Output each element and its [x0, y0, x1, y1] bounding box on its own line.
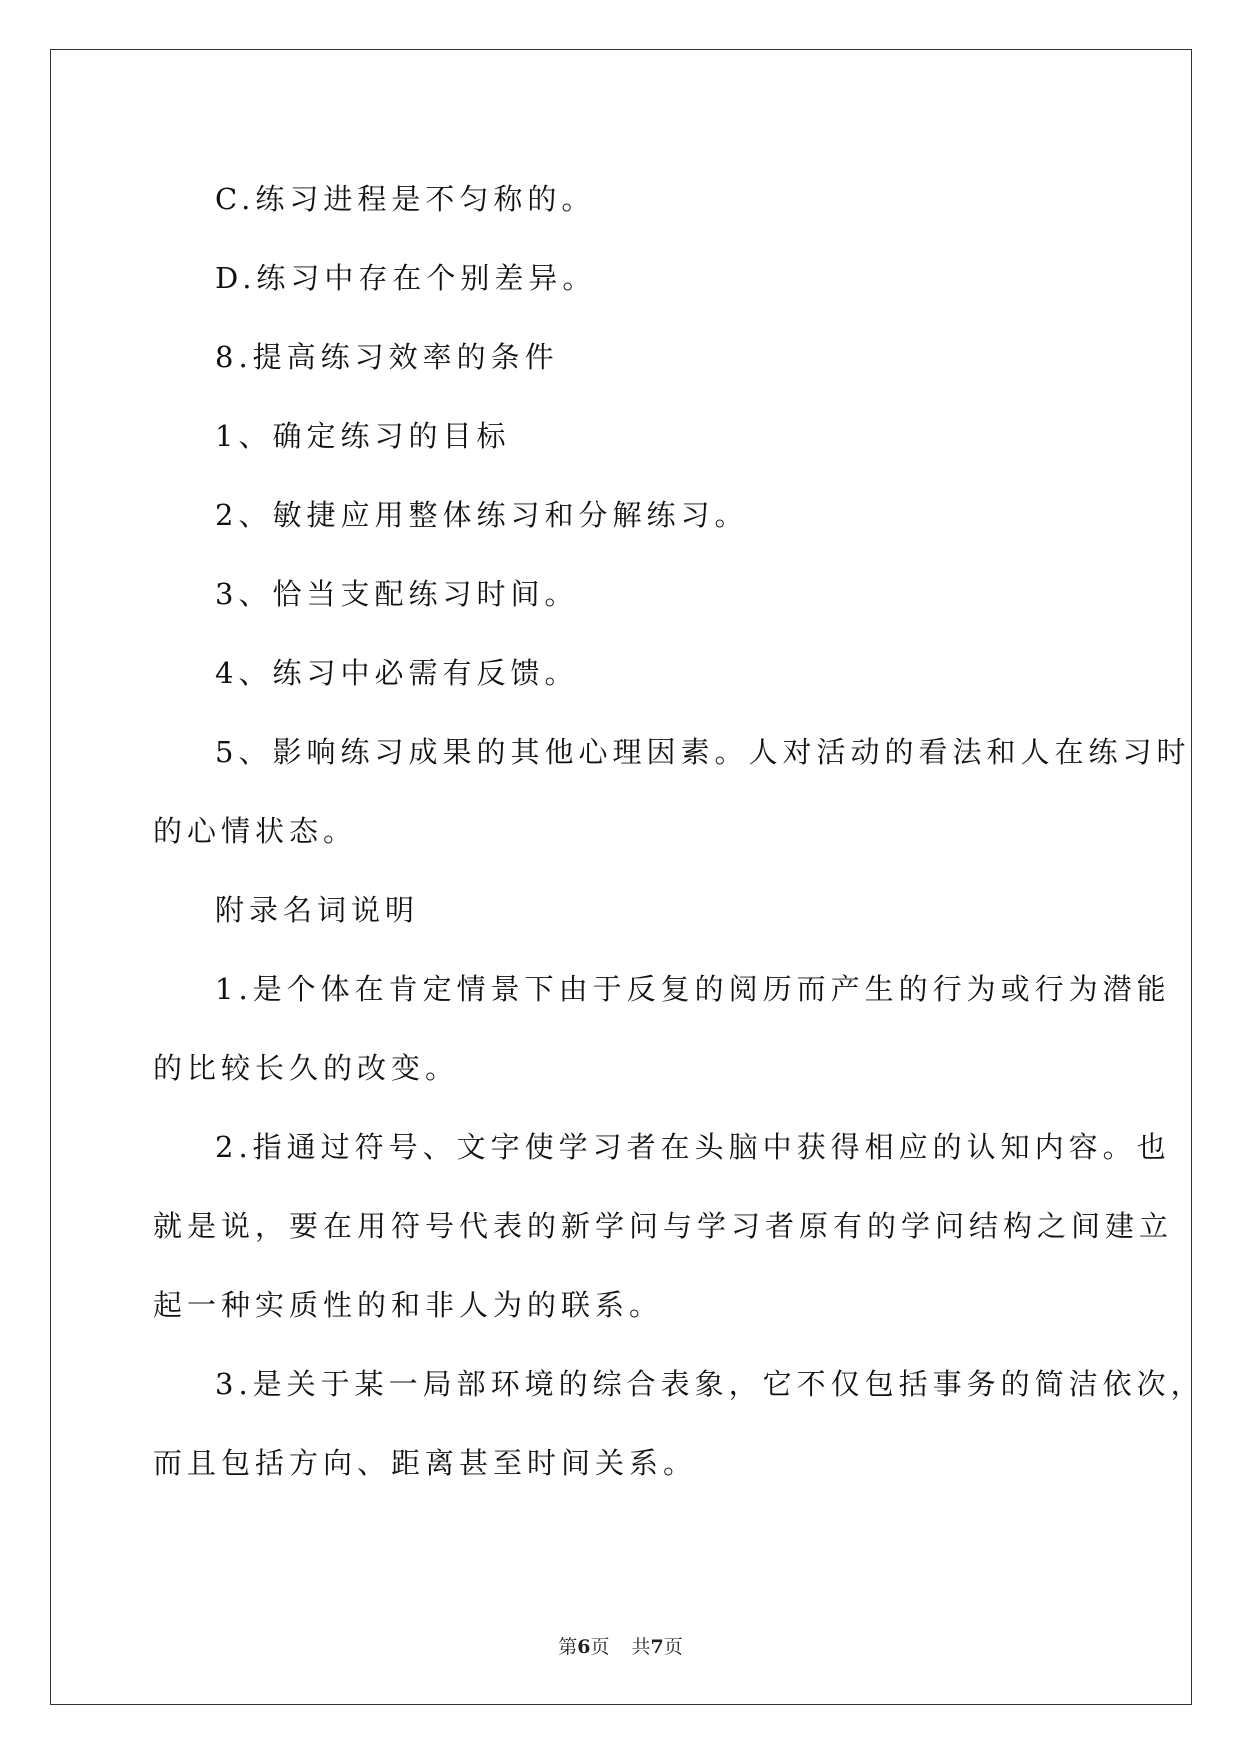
text-line: 8.提高练习效率的条件 — [215, 340, 559, 374]
total-prefix: 共 — [631, 1636, 651, 1658]
paragraph — [153, 555, 1093, 634]
total-page-number: 7 — [650, 1636, 664, 1658]
page-suffix: 页 — [590, 1636, 610, 1658]
section-heading: 附录名词说明 — [215, 893, 420, 927]
text-line: 5、影响练习成果的其他心理因素。人对活动的看法和人在练习时 — [215, 735, 1191, 769]
paragraph — [153, 871, 1093, 950]
page-footer — [0, 1632, 1241, 1659]
text-line: 的心情状态。 — [153, 814, 358, 848]
paragraph — [153, 397, 1093, 476]
paragraph — [153, 1345, 1205, 1503]
text-line: D.练习中存在个别差异。 — [215, 261, 597, 295]
text-line: C.练习进程是不匀称的。 — [215, 182, 596, 216]
paragraph — [153, 713, 1191, 871]
paragraph — [153, 950, 1171, 1108]
text-line: 1.是个体在肯定情景下由于反复的阅历而产生的行为或行为潜能 — [215, 972, 1171, 1006]
text-line: 3.是关于某一局部环境的综合表象，它不仅包括事务的简洁依次， — [215, 1367, 1205, 1401]
text-line: 4、练习中必需有反馈。 — [215, 656, 579, 690]
paragraph — [153, 634, 1093, 713]
paragraph — [153, 239, 1093, 318]
text-line: 起一种实质性的和非人为的联系。 — [153, 1288, 664, 1322]
paragraph — [153, 1108, 1174, 1345]
current-page-number: 6 — [577, 1636, 591, 1658]
total-suffix: 页 — [663, 1636, 683, 1658]
text-line: 而且包括方向、距离甚至时间关系。 — [153, 1446, 698, 1480]
paragraph — [153, 318, 1093, 397]
text-line: 2、敏捷应用整体练习和分解练习。 — [215, 498, 749, 532]
text-line: 3、恰当支配练习时间。 — [215, 577, 579, 611]
text-line: 2.指通过符号、文字使学习者在头脑中获得相应的认知内容。也 — [215, 1130, 1171, 1164]
text-line: 就是说，要在用符号代表的新学问与学习者原有的学问结构之间建立 — [153, 1209, 1174, 1243]
paragraph — [153, 476, 1093, 555]
text-line: 1、确定练习的目标 — [215, 419, 511, 453]
page-prefix: 第 — [558, 1636, 578, 1658]
text-line: 的比较长久的改变。 — [153, 1051, 460, 1085]
paragraph — [153, 160, 1093, 239]
document-body — [153, 160, 1205, 1503]
